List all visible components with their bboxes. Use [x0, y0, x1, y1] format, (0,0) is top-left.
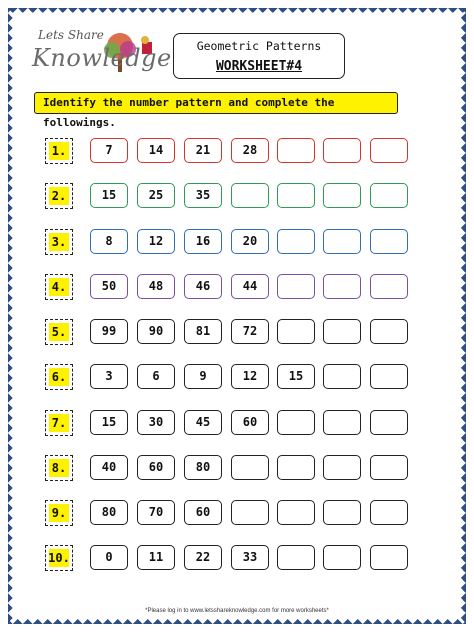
answer-box[interactable]: [323, 274, 361, 299]
pattern-value-box: 60: [231, 410, 269, 435]
row-number: [45, 364, 73, 390]
answer-box[interactable]: [277, 274, 315, 299]
pattern-value-box: 8: [90, 229, 128, 254]
pattern-value-box: 7: [90, 138, 128, 163]
answer-box[interactable]: [277, 138, 315, 163]
row-number: [45, 455, 73, 481]
pattern-value-box: 44: [231, 274, 269, 299]
pattern-value-box: 6: [137, 364, 175, 389]
pattern-value-box: 16: [184, 229, 222, 254]
answer-box[interactable]: [231, 455, 269, 480]
pattern-value-box: 3: [90, 364, 128, 389]
answer-box[interactable]: [370, 364, 408, 389]
answer-box[interactable]: [323, 138, 361, 163]
answer-box[interactable]: [370, 229, 408, 254]
pattern-row: [0, 545, 474, 571]
pattern-value-box: 50: [90, 274, 128, 299]
answer-box[interactable]: [370, 274, 408, 299]
pattern-value-box: 15: [90, 410, 128, 435]
pattern-value-box: 48: [137, 274, 175, 299]
row-number-label: 5.: [51, 325, 67, 339]
pattern-value-box: 46: [184, 274, 222, 299]
answer-box[interactable]: [370, 455, 408, 480]
pattern-value-box: 35: [184, 183, 222, 208]
pattern-value-box: 90: [137, 319, 175, 344]
pattern-value-box: 12: [231, 364, 269, 389]
answer-box[interactable]: [277, 500, 315, 525]
answer-box[interactable]: [231, 183, 269, 208]
row-number-label: 6.: [51, 370, 67, 384]
row-number: [45, 183, 73, 209]
title-box: [173, 33, 345, 79]
answer-box[interactable]: [323, 229, 361, 254]
pattern-row: [0, 410, 474, 436]
answer-box[interactable]: [370, 410, 408, 435]
logo-line-1: Lets Share: [38, 28, 104, 42]
logo: [24, 24, 172, 80]
pattern-value-box: 15: [277, 364, 315, 389]
pattern-value-box: 20: [231, 229, 269, 254]
border-top: [8, 8, 466, 18]
pattern-value-box: 30: [137, 410, 175, 435]
border-left: [8, 8, 18, 624]
answer-box[interactable]: [370, 183, 408, 208]
row-number-label: 4.: [51, 280, 67, 294]
row-number: [45, 274, 73, 300]
footer-note: *Please log in to www.letsshareknowledge.com for more worksheets*: [145, 608, 329, 614]
pattern-value-box: 14: [137, 138, 175, 163]
answer-box[interactable]: [277, 319, 315, 344]
pattern-value-box: 9: [184, 364, 222, 389]
pattern-value-box: 60: [137, 455, 175, 480]
answer-box[interactable]: [323, 183, 361, 208]
pattern-value-box: 60: [184, 500, 222, 525]
row-number: [45, 319, 73, 345]
pattern-value-box: 25: [137, 183, 175, 208]
row-number: [45, 138, 73, 164]
answer-box[interactable]: [323, 364, 361, 389]
row-number-label: 1.: [51, 144, 67, 158]
pattern-value-box: 15: [90, 183, 128, 208]
pattern-value-box: 99: [90, 319, 128, 344]
row-number-label: 2.: [51, 189, 67, 203]
pattern-value-box: 11: [137, 545, 175, 570]
pattern-value-box: 12: [137, 229, 175, 254]
instruction-banner: Identify the number pattern and complete the followings.: [34, 92, 398, 114]
row-number-label: 8.: [51, 461, 67, 475]
border-right: [456, 8, 466, 624]
pattern-row: [0, 319, 474, 345]
row-number: [45, 500, 73, 526]
pattern-value-box: 21: [184, 138, 222, 163]
pattern-value-box: 80: [90, 500, 128, 525]
row-number-label: 10.: [48, 551, 70, 565]
row-number-label: 3.: [51, 235, 67, 249]
pattern-value-box: 40: [90, 455, 128, 480]
pattern-value-box: 28: [231, 138, 269, 163]
answer-box[interactable]: [277, 183, 315, 208]
answer-box[interactable]: [277, 410, 315, 435]
answer-box[interactable]: [323, 410, 361, 435]
row-number: [45, 410, 73, 436]
pattern-row: [0, 138, 474, 164]
answer-box[interactable]: [370, 545, 408, 570]
answer-box[interactable]: [277, 545, 315, 570]
pattern-value-box: 72: [231, 319, 269, 344]
row-number: [45, 545, 73, 571]
pattern-value-box: 22: [184, 545, 222, 570]
pattern-value-box: 81: [184, 319, 222, 344]
pattern-row: [0, 183, 474, 209]
worksheet-label: WORKSHEET#4: [215, 59, 303, 74]
answer-box[interactable]: [370, 319, 408, 344]
pattern-row: [0, 229, 474, 255]
pattern-value-box: 80: [184, 455, 222, 480]
row-number: [45, 229, 73, 255]
pattern-row: [0, 274, 474, 300]
answer-box[interactable]: [370, 138, 408, 163]
pattern-row: [0, 455, 474, 481]
logo-line-2: Knowledge: [32, 44, 172, 72]
pattern-value-box: 33: [231, 545, 269, 570]
answer-box[interactable]: [323, 500, 361, 525]
pattern-value-box: 0: [90, 545, 128, 570]
pattern-value-box: 70: [137, 500, 175, 525]
border-bottom: [8, 614, 466, 624]
pattern-row: [0, 500, 474, 526]
answer-box[interactable]: [323, 319, 361, 344]
row-number-label: 9.: [51, 506, 67, 520]
answer-box[interactable]: [231, 500, 269, 525]
answer-box[interactable]: [323, 455, 361, 480]
answer-box[interactable]: [370, 500, 408, 525]
pattern-row: [0, 364, 474, 390]
answer-box[interactable]: [323, 545, 361, 570]
page-title: Geometric Patterns: [196, 39, 322, 53]
answer-box[interactable]: [277, 455, 315, 480]
answer-box[interactable]: [277, 229, 315, 254]
pattern-value-box: 45: [184, 410, 222, 435]
row-number-label: 7.: [51, 416, 67, 430]
